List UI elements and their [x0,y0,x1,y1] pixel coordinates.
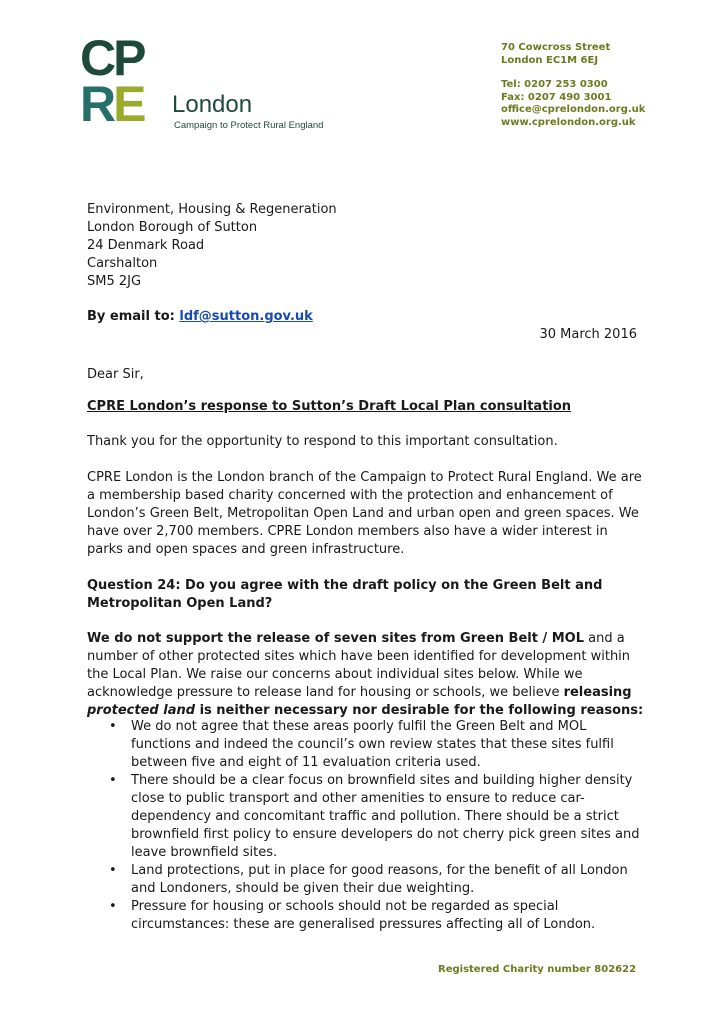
recipient-line: SM5 2JG [87,274,142,289]
list-item-text: Pressure for housing or schools should not be regarded as special circumstances: these are generalised pressures affecting all of London. [131,899,596,932]
recipient-line: 24 Denmark Road [87,238,205,253]
recipient-email-link[interactable]: ldf@sutton.gov.uk [179,309,313,324]
address-line-2: London EC1M 6EJ [501,54,599,66]
position-body: and a number of other protected sites which have been identified for development within the Local Plan. We raise our concerns about individual sites below. While we acknowledge pressure to release land for housing or schools, we believe [87,631,631,700]
paragraph-position [87,630,647,720]
cpre-london-logo [80,30,330,136]
salutation: Dear Sir, [87,367,144,382]
logo-letter-c: C [80,30,114,86]
contact-email[interactable]: office@cprelondon.org.uk [501,104,646,115]
charity-number-footer: Registered Charity number 802622 [438,964,637,975]
contact-website[interactable]: www.cprelondon.org.uk [501,116,636,128]
paragraph-thanks: Thank you for the opportunity to respond to this important consultation. [87,434,558,449]
position-bold-a: releasing [563,685,632,700]
contact-block [501,42,645,129]
logo-letter-p: P [113,30,144,86]
logo-letter-e: E [113,76,144,132]
bullet-icon: • [109,773,117,788]
letter-date: 30 March 2016 [539,327,637,342]
question-24-heading: Question 24: Do you agree with the draft policy on the Green Belt and Metropolitan Open Land? [87,578,603,611]
recipient-address [87,201,337,291]
list-item [107,898,647,934]
list-item-text: We do not agree that these areas poorly fulfil the Green Belt and MOL functions and indeed the council’s own review states that these sites fulfil between five and eight of 11 evaluation criteria used. [131,719,614,770]
bullet-icon: • [109,719,117,734]
telephone: Tel: 0207 253 0300 [501,79,608,90]
letter-subject: CPRE London’s response to Sutton’s Draft Local Plan consultation [87,399,572,414]
position-bold-italic: protected land [87,703,196,718]
by-email-line [87,308,313,326]
recipient-line: Environment, Housing & Regeneration [87,202,337,217]
list-item-text: There should be a clear focus on brownfield sites and building higher density close to public transport and other amenities to ensure to reduce car-dependency and concomitant traffic and pollution. There should be a strict brownfield first policy to ensure developers do not cherry pick green sites and leave brownfield sites. [131,773,640,860]
address-line-1: 70 Cowcross Street [501,42,611,53]
reasons-list [107,718,647,934]
recipient-line: Carshalton [87,256,158,271]
logo-tagline: Campaign to Protect Rural England [174,120,324,131]
logo-wordmark: London [172,91,253,118]
list-item [107,718,647,772]
position-bold-b: is neither necessary nor desirable for the following reasons: [195,703,644,718]
list-item [107,862,647,898]
position-bold-lead: We do not support the release of seven sites from Green Belt / MOL [87,631,585,646]
logo-monogram [80,30,144,132]
paragraph-about-cpre: CPRE London is the London branch of the Campaign to Protect Rural England. We are a membership based charity concerned with the protection and enhancement of London’s Green Belt, Metropolitan Open Land and urban open and green spaces. We have over 2,700 members. CPRE London members also have a wider interest in parks and open spaces and green infrastructure. [87,470,642,557]
fax: Fax: 0207 490 3001 [501,91,612,103]
by-email-label: By email to: [87,309,175,324]
logo-letter-r: R [80,76,114,132]
bullet-icon: • [109,899,117,914]
recipient-line: London Borough of Sutton [87,220,258,235]
list-item-text: Land protections, put in place for good reasons, for the benefit of all London and Londoners, should be given their due weighting. [131,863,628,896]
list-item [107,772,647,862]
bullet-icon: • [109,863,117,878]
